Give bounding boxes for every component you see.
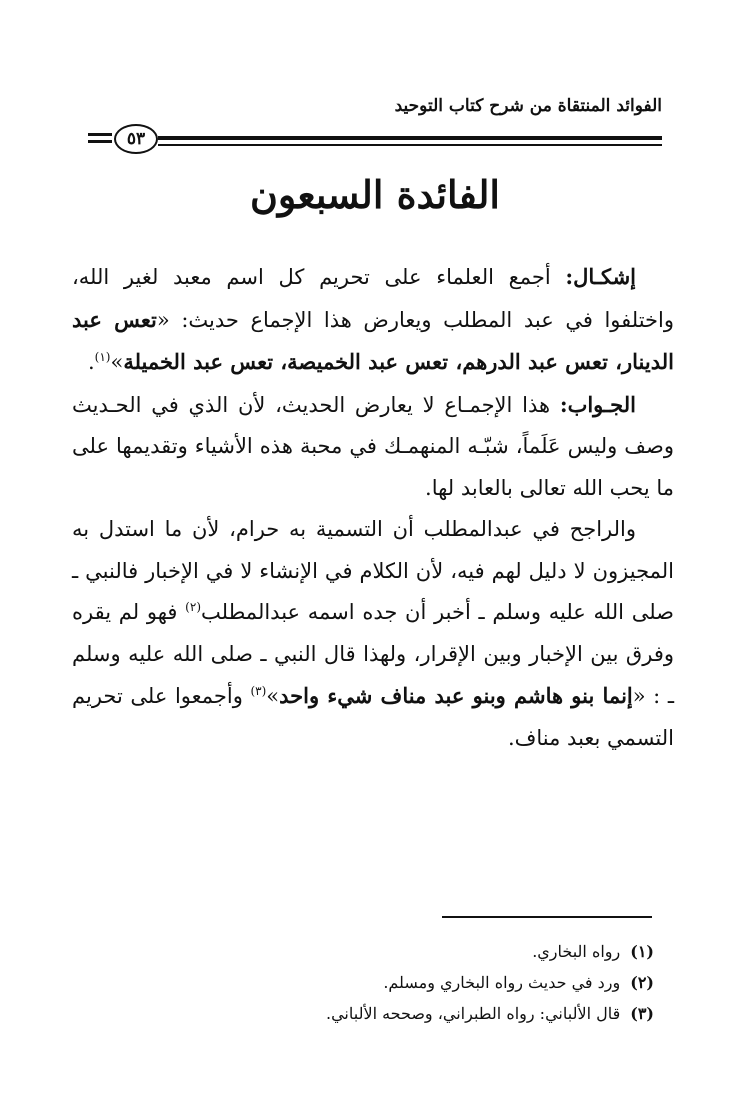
preferred-text-c: وأجمعوا على تحريم التسمي بعبد مناف. (72, 684, 674, 750)
footnote-ref-1[interactable]: (١) (94, 350, 111, 364)
footnotes (100, 936, 654, 1029)
problem-label: إشكـال: (565, 264, 636, 289)
answer-text: هذا الإجمـاع لا يعارض الحديث، لأن الذي في الحـديث وصف وليس عَلَماً، شبّـه المنهمـك في محبة هذه الأشياء وتقديمها على ما يحب الله تعالى بالعابد لها. (72, 392, 674, 500)
footnote-item (100, 936, 654, 967)
footnote-ref-3[interactable]: (٣) (250, 684, 267, 698)
main-text (72, 256, 674, 759)
header-rule-left-bottom (88, 140, 112, 143)
answer-label: الجـواب: (559, 391, 636, 417)
quote-close-1: » (110, 350, 124, 374)
footnote-number: (٣) (630, 1004, 654, 1023)
paragraph-answer (72, 384, 674, 510)
footnote-number: (٢) (630, 973, 654, 992)
footnote-text: ورد في حديث رواه البخاري ومسلم. (383, 973, 621, 992)
running-header: الفوائد المنتقاة من شرح كتاب التوحيد (394, 96, 662, 116)
footnote-ref-2[interactable]: (٢) (185, 600, 201, 614)
header-rule-thick (158, 136, 662, 140)
page-number: ٥٣ (114, 124, 158, 154)
footnote-text: قال الألباني: رواه الطبراني، وصححه الألباني. (325, 1004, 621, 1023)
problem-text: أجمع العلماء على تحريم كل اسم معبد لغير الله، واختلفوا في عبد المطلب ويعارض هذا الإجماع حديث: « (72, 265, 674, 332)
preferred-text-b: فهو لم يقره وفرق بين الإخبار وبين الإقرار، ولهذا قال النبي ـ صلى الله عليه وسلم ـ : « (72, 600, 674, 708)
chapter-title: الفائدة السبعون (250, 172, 500, 217)
hadith-quote-1: تعس عبد الدينار، تعس عبد الدرهم، تعس عبد الخميصة، تعس عبد الخميلة (72, 306, 674, 374)
header-rule-thin (158, 144, 662, 146)
header-rule-left-top (88, 133, 112, 136)
problem-end: . (87, 350, 95, 374)
footnote-text: رواه البخاري. (532, 942, 621, 961)
footnote-separator (442, 916, 652, 918)
paragraph-problem (72, 256, 674, 384)
footnote-number: (١) (630, 942, 654, 961)
footnote-item (100, 998, 654, 1029)
preferred-text-a: والراجح في عبدالمطلب أن التسمية به حرام، لأن ما استدل به المجيزون لا دليل لهم فيه، لأن الكلام في الإنشاء لا في الإخبار فالنبي ـ صلى الله عليه وسلم ـ أخبر أن جده اسمه عبدالمطلب (72, 517, 674, 624)
hadith-quote-2: إنما بنو هاشم وبنو عبد مناف شيء واحد (279, 683, 633, 708)
paragraph-preferred (72, 509, 674, 759)
quote-close-2: » (266, 684, 280, 708)
footnote-item (100, 967, 654, 998)
